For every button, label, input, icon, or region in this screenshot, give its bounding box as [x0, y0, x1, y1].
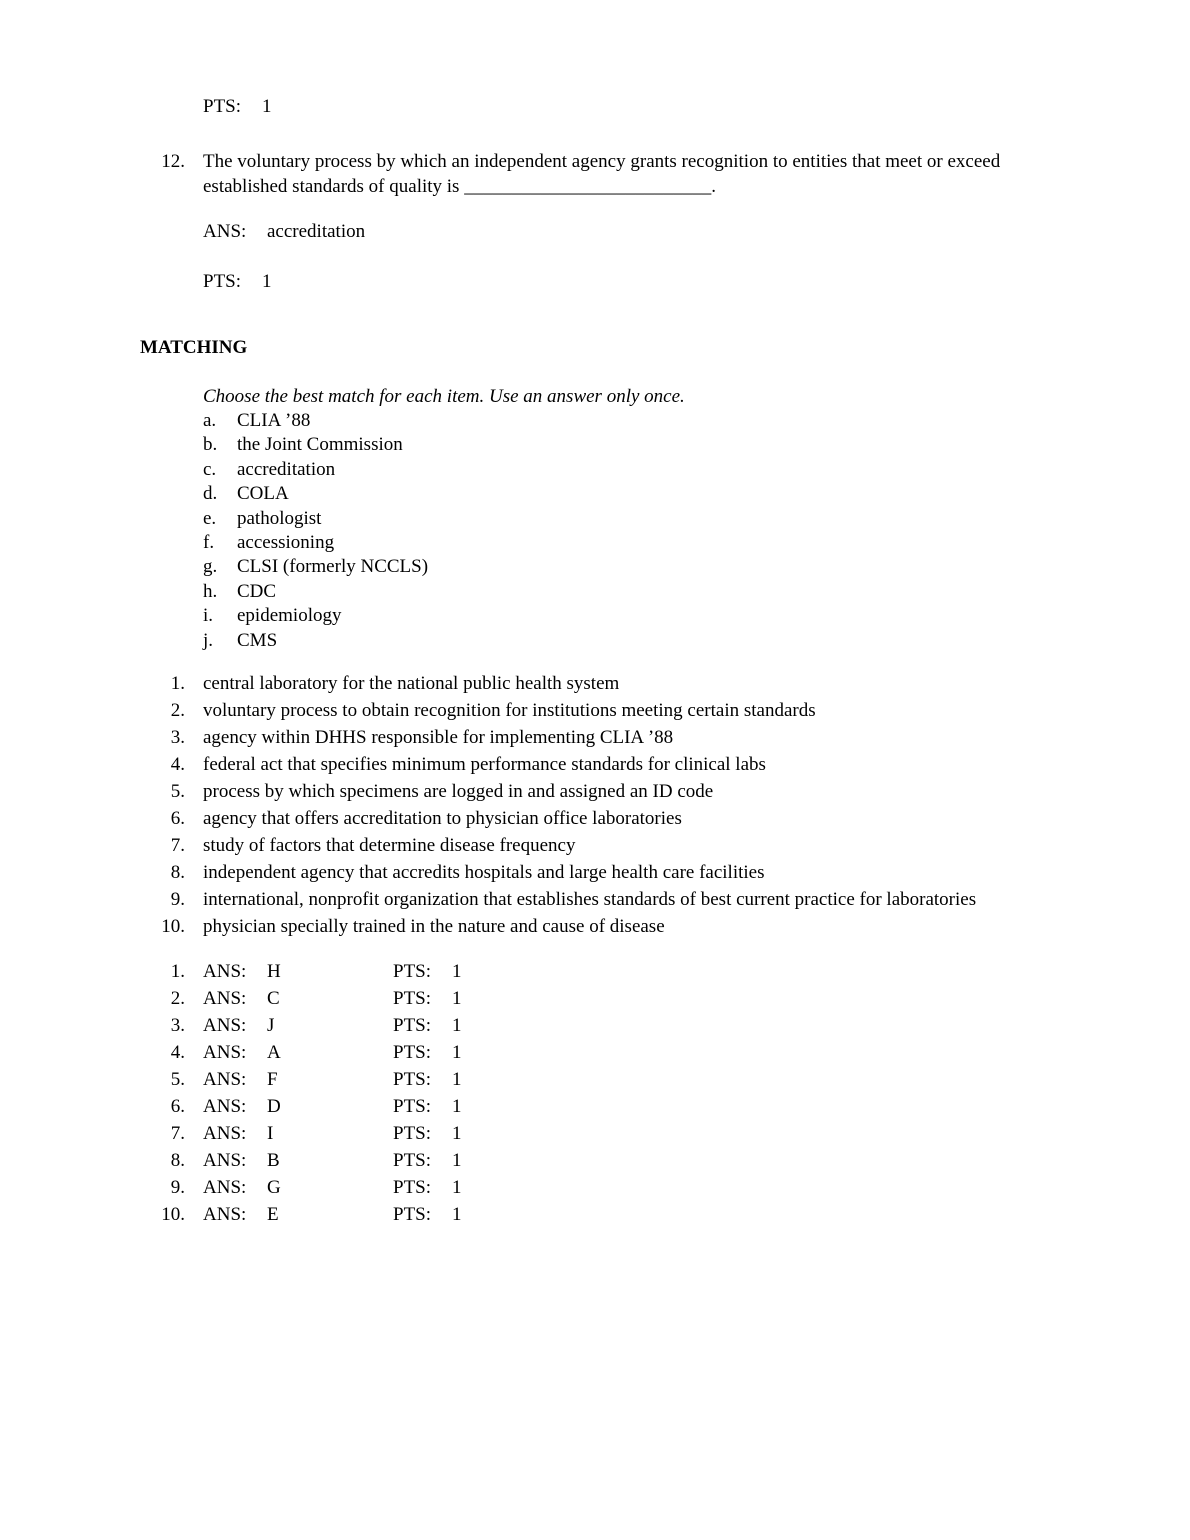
ans-label: ANS:: [203, 1015, 247, 1037]
pts-label: PTS:: [393, 1177, 432, 1199]
ans-label: ANS:: [203, 961, 247, 983]
answer-number: 6.: [170, 1096, 185, 1118]
choice-letter: e.: [203, 507, 217, 529]
choice-letter: g.: [203, 556, 218, 578]
answer-letter: D: [267, 1096, 281, 1118]
answer-row: [0, 1201, 1190, 1228]
ans-label: ANS:: [203, 1177, 247, 1199]
answer-letter: H: [267, 961, 281, 983]
pts-value: 1: [262, 271, 272, 292]
answer-letter: A: [267, 1042, 281, 1064]
item-number: 2.: [170, 700, 185, 722]
choice-text: CLSI (formerly NCCLS): [237, 556, 429, 578]
item-text: physician specially trained in the nature and cause of disease: [203, 916, 665, 938]
item-number: 4.: [170, 754, 185, 776]
choice-text: CDC: [237, 580, 277, 602]
choice-text: the Joint Commission: [237, 434, 403, 456]
item-row: [0, 670, 1190, 697]
item-text: study of factors that determine disease frequency: [203, 835, 576, 857]
choice-row: [203, 629, 1190, 653]
pts-label: PTS:: [393, 1015, 432, 1037]
item-text: agency that offers accreditation to physician office laboratories: [203, 808, 682, 830]
choice-row: [203, 458, 1190, 482]
pts-value: 1: [452, 961, 462, 983]
item-row: [0, 751, 1190, 778]
item-row: [0, 724, 1190, 751]
choice-text: pathologist: [237, 507, 322, 529]
choice-row: [203, 531, 1190, 555]
ans-label: ANS:: [203, 1150, 247, 1172]
pts-value: 1: [452, 1042, 462, 1064]
pts-value: 1: [452, 1177, 462, 1199]
choice-letter: d.: [203, 483, 218, 505]
item-number: 3.: [170, 727, 185, 749]
answer-number: 3.: [170, 1015, 185, 1037]
question-12-pts-line: [203, 269, 1190, 294]
choice-text: epidemiology: [237, 605, 342, 627]
choice-row: [203, 507, 1190, 531]
choice-row: [203, 580, 1190, 604]
ans-label: ANS:: [203, 1042, 247, 1064]
choice-text: COLA: [237, 483, 289, 505]
matching-item-list: [0, 670, 1190, 940]
choice-letter: j.: [203, 629, 214, 651]
answer-letter: E: [267, 1204, 279, 1226]
item-row: [0, 697, 1190, 724]
pts-label: PTS:: [203, 271, 242, 292]
answer-row: [0, 1039, 1190, 1066]
answer-number: 4.: [170, 1042, 185, 1064]
pts-value: 1: [452, 1096, 462, 1118]
answer-number: 8.: [170, 1150, 185, 1172]
matching-answer-list: [0, 958, 1190, 1228]
item-number: 9.: [170, 889, 185, 911]
pts-label: PTS:: [393, 1042, 432, 1064]
item-number: 7.: [170, 835, 185, 857]
ans-label: ANS:: [203, 221, 247, 242]
pts-label: PTS:: [203, 96, 242, 117]
answer-letter: J: [267, 1015, 275, 1037]
choice-letter: i.: [203, 605, 214, 627]
ans-label: ANS:: [203, 1204, 247, 1226]
answer-row: [0, 1012, 1190, 1039]
pts-label: PTS:: [393, 1069, 432, 1091]
choice-text: CMS: [237, 629, 278, 651]
choice-text: accreditation: [237, 458, 336, 480]
answer-row: [0, 1120, 1190, 1147]
item-number: 1.: [170, 673, 185, 695]
pts-value: 1: [452, 1069, 462, 1091]
answer-row: [0, 1066, 1190, 1093]
choice-text: accessioning: [237, 532, 335, 554]
pts-label: PTS:: [393, 1150, 432, 1172]
matching-instruction: Choose the best match for each item. Use an answer only once.: [203, 386, 685, 407]
pts-label: PTS:: [393, 1123, 432, 1145]
answer-row: [0, 985, 1190, 1012]
question11-pts-line: [203, 94, 1190, 119]
answer-number: 10.: [161, 1204, 185, 1226]
choice-text: CLIA ’88: [237, 410, 311, 431]
choice-row: [203, 555, 1190, 579]
item-number: 6.: [170, 808, 185, 830]
pts-label: PTS:: [393, 1204, 432, 1226]
choice-letter: c.: [203, 458, 217, 480]
item-number: 8.: [170, 862, 185, 884]
ans-label: ANS:: [203, 1123, 247, 1145]
answer-row: [0, 1174, 1190, 1201]
pts-label: PTS:: [393, 988, 432, 1010]
pts-label: PTS:: [393, 1096, 432, 1118]
choice-row: [203, 409, 1190, 433]
choice-letter: a.: [203, 410, 217, 431]
answer-number: 5.: [170, 1069, 185, 1091]
pts-value: 1: [452, 1204, 462, 1226]
item-row: [0, 832, 1190, 859]
question-12: [0, 149, 1190, 199]
answer-number: 2.: [170, 988, 185, 1010]
choice-letter: b.: [203, 434, 218, 456]
pts-value: 1: [262, 96, 272, 117]
answer-letter: I: [267, 1123, 274, 1145]
answer-letter: C: [267, 988, 280, 1010]
answer-row: [0, 1147, 1190, 1174]
item-row: [0, 859, 1190, 886]
choice-row: [203, 482, 1190, 506]
pts-label: PTS:: [393, 961, 432, 983]
item-row: [0, 805, 1190, 832]
ans-value: accreditation: [267, 221, 366, 242]
answer-letter: B: [267, 1150, 280, 1172]
answer-number: 1.: [170, 961, 185, 983]
answer-number: 9.: [170, 1177, 185, 1199]
item-text: central laboratory for the national public health system: [203, 673, 620, 695]
item-row: [0, 778, 1190, 805]
pts-value: 1: [452, 988, 462, 1010]
ans-label: ANS:: [203, 1069, 247, 1091]
matching-choice-list: [0, 409, 1190, 653]
item-number: 10.: [161, 916, 185, 938]
choice-letter: h.: [203, 580, 218, 602]
item-row: [0, 913, 1190, 940]
item-text: process by which specimens are logged in and assigned an ID code: [203, 781, 714, 803]
question-12-answer-line: [203, 219, 1190, 244]
pts-value: 1: [452, 1123, 462, 1145]
item-text: voluntary process to obtain recognition for institutions meeting certain standards: [203, 700, 816, 722]
ans-label: ANS:: [203, 1096, 247, 1118]
question-number: 12.: [161, 151, 185, 172]
item-text: agency within DHHS responsible for implementing CLIA ’88: [203, 727, 674, 749]
pts-value: 1: [452, 1015, 462, 1037]
answer-row: [0, 958, 1190, 985]
item-text: international, nonprofit organization that establishes standards of best current practice for laboratories: [203, 889, 977, 911]
choice-row: [203, 433, 1190, 457]
choice-row: [203, 604, 1190, 628]
choice-letter: f.: [203, 532, 215, 554]
answer-number: 7.: [170, 1123, 185, 1145]
answer-row: [0, 1093, 1190, 1120]
item-text: independent agency that accredits hospitals and large health care facilities: [203, 862, 765, 884]
answer-letter: F: [267, 1069, 278, 1091]
item-number: 5.: [170, 781, 185, 803]
answer-letter: G: [267, 1177, 281, 1199]
pts-value: 1: [452, 1150, 462, 1172]
item-row: [0, 886, 1190, 913]
item-text: federal act that specifies minimum performance standards for clinical labs: [203, 754, 766, 776]
question-text: The voluntary process by which an independent agency grants recognition to entities that meet or exceed established standards of quality is __________________________.: [203, 151, 1001, 197]
ans-label: ANS:: [203, 988, 247, 1010]
matching-section-heading: MATCHING: [140, 337, 248, 358]
